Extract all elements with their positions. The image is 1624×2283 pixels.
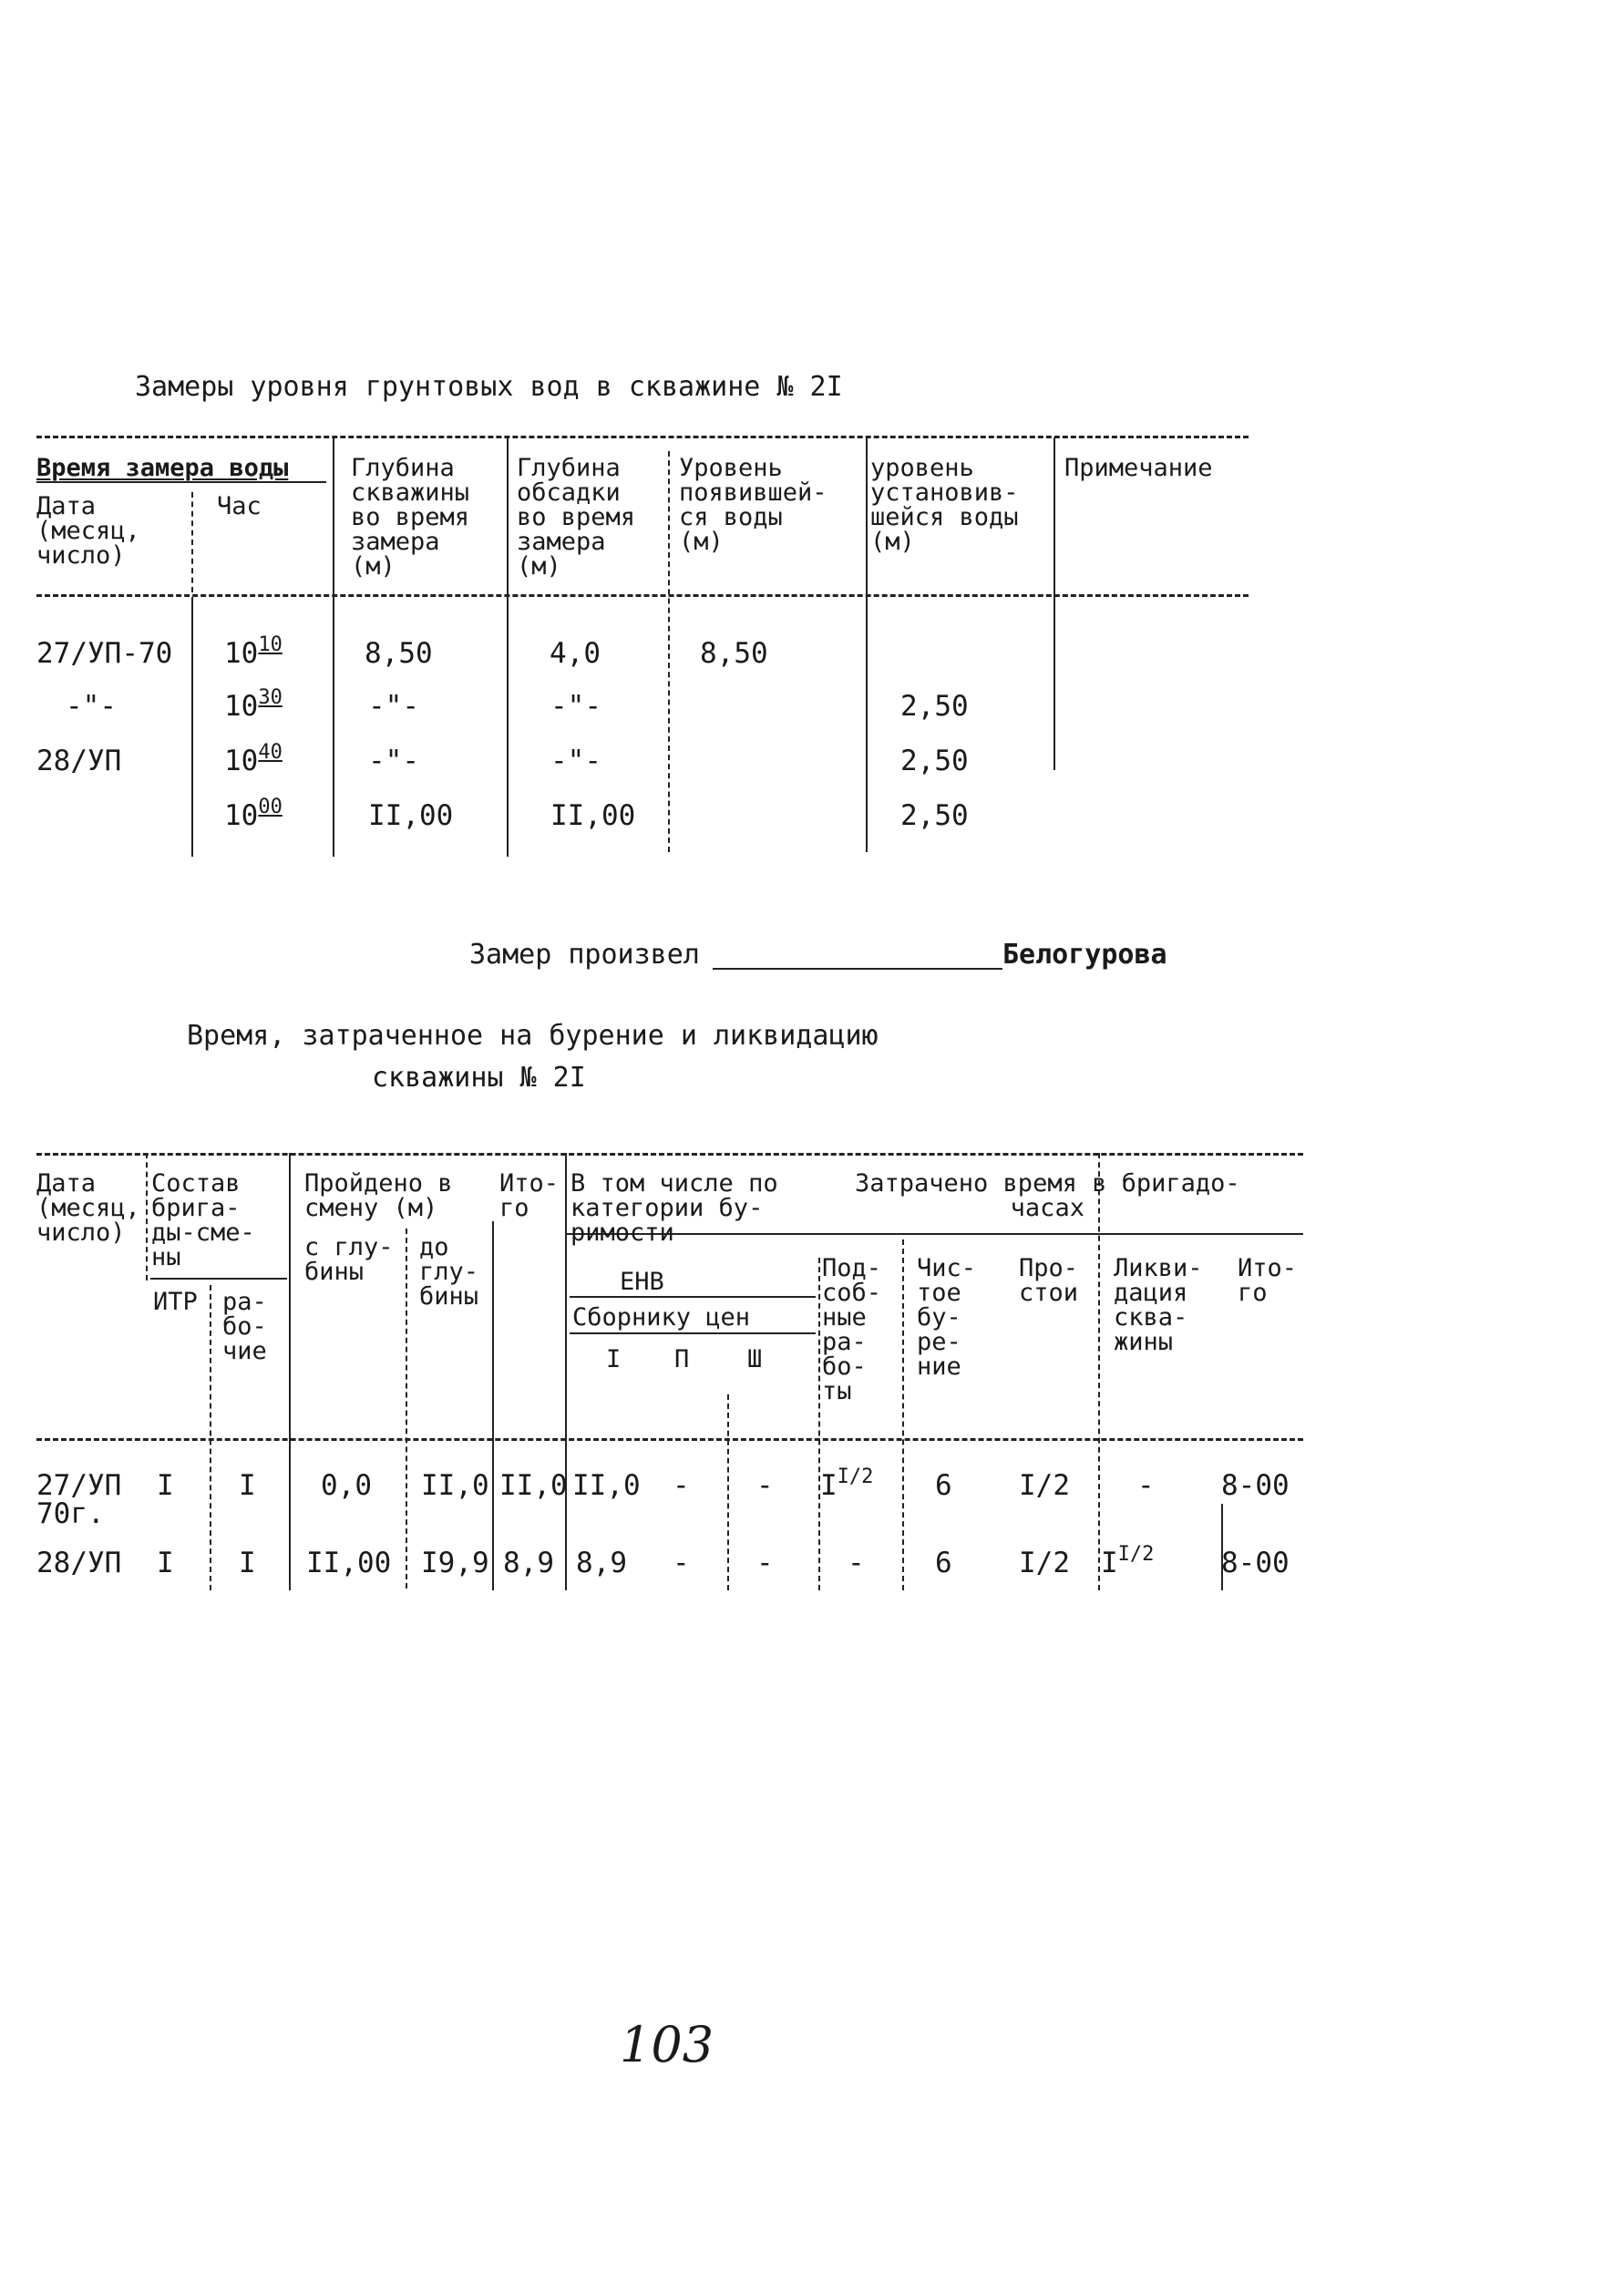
cell-to: I9,9 <box>421 1547 489 1579</box>
time-div-aux <box>902 1239 904 1590</box>
th-cat-1: I <box>606 1345 622 1373</box>
cell-cat1: 8,9 <box>576 1547 627 1579</box>
th-total-h: Ито- го <box>1238 1254 1298 1307</box>
th-total-m: Ито- го <box>499 1169 560 1222</box>
cell-total: II,0 <box>499 1469 568 1502</box>
cell-casing-depth: -"- <box>550 690 601 723</box>
water-table-top-rule <box>36 436 1249 438</box>
th-spent-time: Затрачено время в бригадо- часах <box>855 1169 1240 1222</box>
cell-well-depth: -"- <box>368 745 419 777</box>
cell-liquidation: $I^{I/2}$ <box>1101 1542 1155 1579</box>
cell-well-depth: 8,50 <box>365 637 433 670</box>
header-date: Дата (месяц, число) <box>36 492 140 570</box>
cell-clean: 6 <box>935 1469 952 1502</box>
th-from-depth: с глу- бины <box>304 1233 394 1286</box>
time-section-title-line2: скважины № 2I <box>372 1062 586 1094</box>
cell-aux: $I^{I/2}$ <box>820 1465 874 1502</box>
header-time-group: Время замера воды <box>36 454 289 482</box>
cell-hour: $10^{10}$ <box>224 632 283 670</box>
signature-name: Белогурова <box>1002 939 1167 971</box>
enb-underline <box>570 1296 816 1298</box>
cell-casing-depth: II,00 <box>550 799 636 832</box>
time-div-crew <box>289 1153 291 1590</box>
cell-workers: I <box>239 1547 256 1579</box>
time-div-date <box>146 1153 148 1280</box>
time-div-from <box>406 1229 407 1589</box>
cell-steady: 2,50 <box>900 745 969 777</box>
crew-underline <box>150 1278 287 1280</box>
cell-cat1: II,0 <box>572 1469 641 1502</box>
cell-to: II,0 <box>421 1469 489 1502</box>
water-divider-casing <box>668 451 670 852</box>
cell-appeared: 8,50 <box>700 637 768 670</box>
th-category: В том числе по категории бу- римости <box>570 1169 778 1247</box>
cell-idle: I/2 <box>1019 1547 1070 1579</box>
time-section-title-line1: Время, затраченное на бурение и ликвидацию <box>187 1020 879 1052</box>
th-price-book: Сборнику цен <box>572 1303 751 1332</box>
cell-date: 27/УП 70г. <box>36 1469 122 1530</box>
th-liquidation: Ликви- дация сква- жины <box>1114 1254 1203 1356</box>
cell-aux: - <box>848 1547 865 1579</box>
time-div-to <box>492 1221 494 1590</box>
cell-date: 28/УП <box>36 745 122 777</box>
time-div-total <box>565 1153 567 1590</box>
cell-cat2: - <box>673 1469 690 1502</box>
header-note: Примечание <box>1064 454 1213 482</box>
water-divider-appeared <box>866 437 868 852</box>
header-hour: Час <box>217 492 262 520</box>
water-divider-depth <box>507 437 509 857</box>
cell-workers: I <box>239 1469 256 1502</box>
water-divider-hour <box>333 437 334 857</box>
cell-clean: 6 <box>935 1547 952 1579</box>
cell-date: -"- <box>66 690 117 723</box>
th-cat-3: Ш <box>747 1345 763 1373</box>
cell-well-depth: -"- <box>368 690 419 723</box>
cell-total-h: 8-00 <box>1221 1547 1290 1579</box>
cell-from: II,00 <box>306 1547 392 1579</box>
water-divider-date-body <box>191 597 193 857</box>
cell-itr: I <box>157 1469 174 1502</box>
cell-casing-depth: 4,0 <box>550 637 601 670</box>
header-appeared-level: Уровень появившей- ся воды (м) <box>679 454 827 556</box>
time-div-cat3 <box>818 1258 820 1590</box>
th-to-depth: до глу- бины <box>419 1233 479 1311</box>
time-table-header-rule <box>36 1438 1303 1441</box>
th-cat-2: П <box>674 1345 690 1373</box>
th-crew: Состав брига- ды-сме- ны <box>151 1169 255 1271</box>
th-clean: Чис- тое бу- ре- ние <box>917 1254 977 1381</box>
cell-hour: $10^{00}$ <box>224 795 283 832</box>
time-table-top-rule <box>36 1153 1303 1156</box>
time-div-itr <box>210 1285 211 1590</box>
cell-steady: 2,50 <box>900 690 969 723</box>
water-table-header-rule <box>36 594 1249 597</box>
cell-from: 0,0 <box>321 1469 372 1502</box>
cell-casing-depth: -"- <box>550 745 601 777</box>
time-div-cat2 <box>727 1394 729 1590</box>
water-divider-date <box>191 492 193 592</box>
th-passed: Пройдено в смену (м) <box>304 1169 453 1222</box>
cell-total: 8,9 <box>503 1547 554 1579</box>
th-idle: Про- стои <box>1019 1254 1079 1307</box>
water-section-title: Замеры уровня грунтовых вод в скважине № 2I <box>135 371 843 403</box>
th-enb: ЕНВ <box>620 1268 664 1296</box>
header-well-depth: Глубина скважины во время замера (м) <box>351 454 470 581</box>
cell-itr: I <box>157 1547 174 1579</box>
water-divider-steady <box>1054 437 1055 770</box>
signature-line <box>713 968 1002 970</box>
cell-cat2: - <box>673 1547 690 1579</box>
signature-label: Замер произвел <box>469 939 700 971</box>
cell-total-h: 8-00 <box>1221 1469 1290 1502</box>
cell-well-depth: II,00 <box>368 799 454 832</box>
cell-date: 28/УП <box>36 1547 122 1579</box>
cell-hour: $10^{40}$ <box>224 740 283 777</box>
cell-liquidation: - <box>1137 1469 1155 1502</box>
page-number: 103 <box>620 2016 714 2073</box>
th-date: Дата (месяц, число) <box>36 1169 140 1247</box>
cell-cat3: - <box>756 1469 774 1502</box>
header-steady-level: уровень установив- шейся воды (м) <box>870 454 1019 556</box>
cell-cat3: - <box>756 1547 774 1579</box>
th-workers: ра- бо- чие <box>222 1288 267 1365</box>
th-aux: Под- соб- ные ра- бо- ты <box>822 1254 882 1405</box>
cell-idle: I/2 <box>1019 1469 1070 1502</box>
th-itr: ИТР <box>153 1288 198 1316</box>
cell-hour: $10^{30}$ <box>224 685 283 723</box>
cell-steady: 2,50 <box>900 799 969 832</box>
price-book-underline <box>570 1332 816 1334</box>
header-casing-depth: Глубина обсадки во время замера (м) <box>517 454 636 581</box>
cell-date: 27/УП-70 <box>36 637 173 670</box>
